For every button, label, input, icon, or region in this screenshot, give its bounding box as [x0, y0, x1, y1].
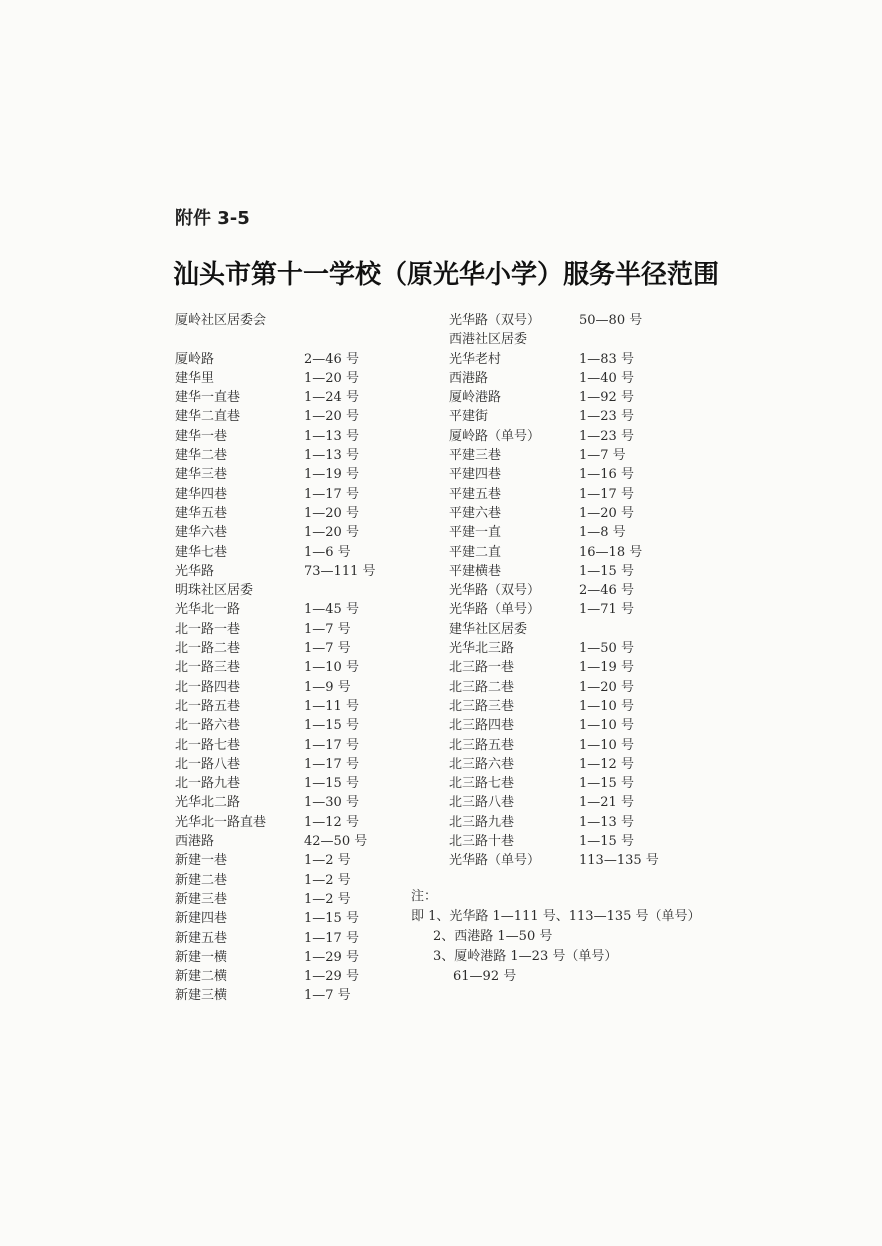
house-number-range: 1—7 号 [579, 448, 626, 464]
street-name: 光华北一路 [175, 602, 241, 618]
street-name: 建华五巷 [175, 505, 228, 521]
street-name: 北三路三巷 [449, 698, 515, 714]
house-number-range: 1—71 号 [579, 602, 634, 618]
house-number-range: 1—19 号 [579, 660, 634, 676]
house-number-range: 1—50 号 [579, 641, 634, 657]
house-number-range: 1—13 号 [579, 814, 634, 830]
street-name: 新建四巷 [175, 911, 228, 927]
house-number-range: 1—20 号 [304, 409, 359, 425]
house-number-range: 73—111 号 [304, 563, 376, 579]
street-name: 光华路（单号） [449, 853, 541, 869]
street-name: 建华一直巷 [175, 390, 241, 406]
note-line-2: 2、西港路 1—50 号 [433, 929, 553, 944]
house-number-range: 1—2 号 [304, 872, 351, 888]
street-name: 平建横巷 [449, 563, 502, 579]
house-number-range: 1—15 号 [579, 563, 634, 579]
house-number-range: 1—2 号 [304, 853, 351, 869]
notes-heading: 注： [411, 889, 438, 904]
street-name: 北三路十巷 [449, 834, 515, 850]
house-number-range: 1—40 号 [579, 370, 634, 386]
house-number-range: 2—46 号 [579, 583, 634, 599]
page-title: 汕头市第十一学校（原光华小学）服务半径范围 [173, 260, 720, 290]
house-number-range: 1—24 号 [304, 390, 359, 406]
house-number-range: 1—11 号 [304, 698, 359, 714]
street-name: 建华里 [175, 370, 215, 386]
street-name: 新建一巷 [175, 853, 228, 869]
house-number-range: 1—29 号 [304, 969, 359, 985]
street-name: 建华六巷 [175, 525, 228, 541]
street-name: 北一路七巷 [175, 737, 241, 753]
house-number-range: 1—7 号 [304, 621, 351, 637]
street-name: 光华北一路直巷 [175, 814, 267, 830]
house-number-range: 50—80 号 [579, 313, 643, 328]
street-name: 北三路一巷 [449, 660, 515, 676]
house-number-range: 1—12 号 [579, 756, 634, 772]
street-name: 北三路四巷 [449, 718, 515, 734]
attachment-label: 附件 3-5 [175, 208, 250, 229]
house-number-range: 1—20 号 [304, 505, 359, 521]
house-number-range: 1—13 号 [304, 448, 359, 464]
street-name: 光华路（双号） [449, 583, 541, 599]
street-name: 平建六巷 [449, 505, 502, 521]
street-name: 新建三横 [175, 988, 228, 1004]
street-name: 平建三巷 [449, 448, 502, 464]
street-name: 厦岭社区居委会 [175, 313, 267, 328]
street-name: 新建一横 [175, 949, 228, 965]
house-number-range: 1—10 号 [579, 698, 634, 714]
street-name: 平建一直 [449, 525, 502, 541]
street-name: 建华二巷 [175, 448, 228, 464]
street-name: 平建四巷 [449, 467, 502, 483]
note-line-3: 3、厦岭港路 1—23 号（单号） [433, 949, 618, 964]
street-name: 北三路二巷 [449, 679, 515, 695]
house-number-range: 1—16 号 [579, 467, 634, 483]
street-name: 西港社区居委 [449, 332, 528, 348]
house-number-range: 1—15 号 [304, 718, 359, 734]
house-number-range: 1—15 号 [579, 834, 634, 850]
street-name: 西港路 [175, 834, 215, 850]
house-number-range: 1—23 号 [579, 428, 634, 444]
house-number-range: 1—30 号 [304, 795, 359, 811]
street-name: 建华二直巷 [175, 409, 241, 425]
house-number-range: 1—92 号 [579, 390, 634, 406]
street-name: 北一路八巷 [175, 756, 241, 772]
street-name: 明珠社区居委 [175, 583, 254, 599]
street-name: 建华四巷 [175, 486, 228, 502]
street-name: 光华路（单号） [449, 602, 541, 618]
house-number-range: 113—135 号 [579, 853, 659, 869]
street-name: 平建街 [449, 409, 489, 425]
house-number-range: 42—50 号 [304, 834, 368, 850]
street-name: 光华北二路 [175, 795, 241, 811]
street-name: 北一路六巷 [175, 718, 241, 734]
house-number-range: 1—9 号 [304, 679, 351, 695]
house-number-range: 1—20 号 [304, 370, 359, 386]
street-name: 建华社区居委 [449, 621, 528, 637]
house-number-range: 1—17 号 [304, 756, 359, 772]
street-name: 北一路二巷 [175, 641, 241, 657]
street-name: 新建二横 [175, 969, 228, 985]
house-number-range: 16—18 号 [579, 544, 643, 560]
house-number-range: 1—10 号 [579, 718, 634, 734]
street-name: 北一路四巷 [175, 679, 241, 695]
house-number-range: 1—20 号 [579, 679, 634, 695]
street-name: 北一路五巷 [175, 698, 241, 714]
house-number-range: 1—17 号 [304, 930, 359, 946]
note-line-1: 即 1、光华路 1—111 号、113—135 号（单号） [411, 909, 701, 924]
street-name: 建华一巷 [175, 428, 228, 444]
house-number-range: 1—45 号 [304, 602, 359, 618]
street-name: 北三路六巷 [449, 756, 515, 772]
notes-section [411, 887, 701, 987]
street-name: 北三路九巷 [449, 814, 515, 830]
house-number-range: 1—19 号 [304, 467, 359, 483]
street-name: 北一路一巷 [175, 621, 241, 637]
house-number-range: 1—10 号 [579, 737, 634, 753]
street-name: 新建三巷 [175, 891, 228, 907]
street-name: 北一路九巷 [175, 776, 241, 792]
house-number-range: 1—23 号 [579, 409, 634, 425]
street-name: 新建五巷 [175, 930, 228, 946]
house-number-range: 1—29 号 [304, 949, 359, 965]
street-name: 厦岭路 [175, 351, 215, 367]
street-name: 厦岭港路 [449, 390, 502, 406]
house-number-range: 1—7 号 [304, 641, 351, 657]
street-name: 新建二巷 [175, 872, 228, 888]
house-number-range: 1—2 号 [304, 891, 351, 907]
house-number-range: 1—17 号 [304, 737, 359, 753]
house-number-range: 1—6 号 [304, 544, 351, 560]
street-name: 建华三巷 [175, 467, 228, 483]
house-number-range: 1—17 号 [304, 486, 359, 502]
house-number-range: 1—21 号 [579, 795, 634, 811]
house-number-range: 1—15 号 [579, 776, 634, 792]
street-name: 北三路五巷 [449, 737, 515, 753]
house-number-range: 1—83 号 [579, 351, 634, 367]
house-number-range: 1—15 号 [304, 776, 359, 792]
street-name: 光华北三路 [449, 641, 515, 657]
street-name: 厦岭路（单号） [449, 428, 541, 444]
note-line-4: 61—92 号 [453, 969, 517, 984]
street-name: 北三路八巷 [449, 795, 515, 811]
street-name: 北三路七巷 [449, 776, 515, 792]
house-number-range: 1—20 号 [579, 505, 634, 521]
street-name: 西港路 [449, 370, 489, 386]
street-name: 光华老村 [449, 351, 502, 367]
house-number-range: 1—17 号 [579, 486, 634, 502]
house-number-range: 1—13 号 [304, 428, 359, 444]
house-number-range: 1—8 号 [579, 525, 626, 541]
house-number-range: 1—10 号 [304, 660, 359, 676]
house-number-range: 1—12 号 [304, 814, 359, 830]
house-number-range: 2—46 号 [304, 351, 359, 367]
street-name: 光华路 [175, 563, 215, 579]
house-number-range: 1—15 号 [304, 911, 359, 927]
street-name: 平建二直 [449, 544, 502, 560]
street-name: 光华路（双号） [449, 313, 541, 328]
house-number-range: 1—7 号 [304, 988, 351, 1004]
street-name: 建华七巷 [175, 544, 228, 560]
street-name: 北一路三巷 [175, 660, 241, 676]
street-name: 平建五巷 [449, 486, 502, 502]
house-number-range: 1—20 号 [304, 525, 359, 541]
